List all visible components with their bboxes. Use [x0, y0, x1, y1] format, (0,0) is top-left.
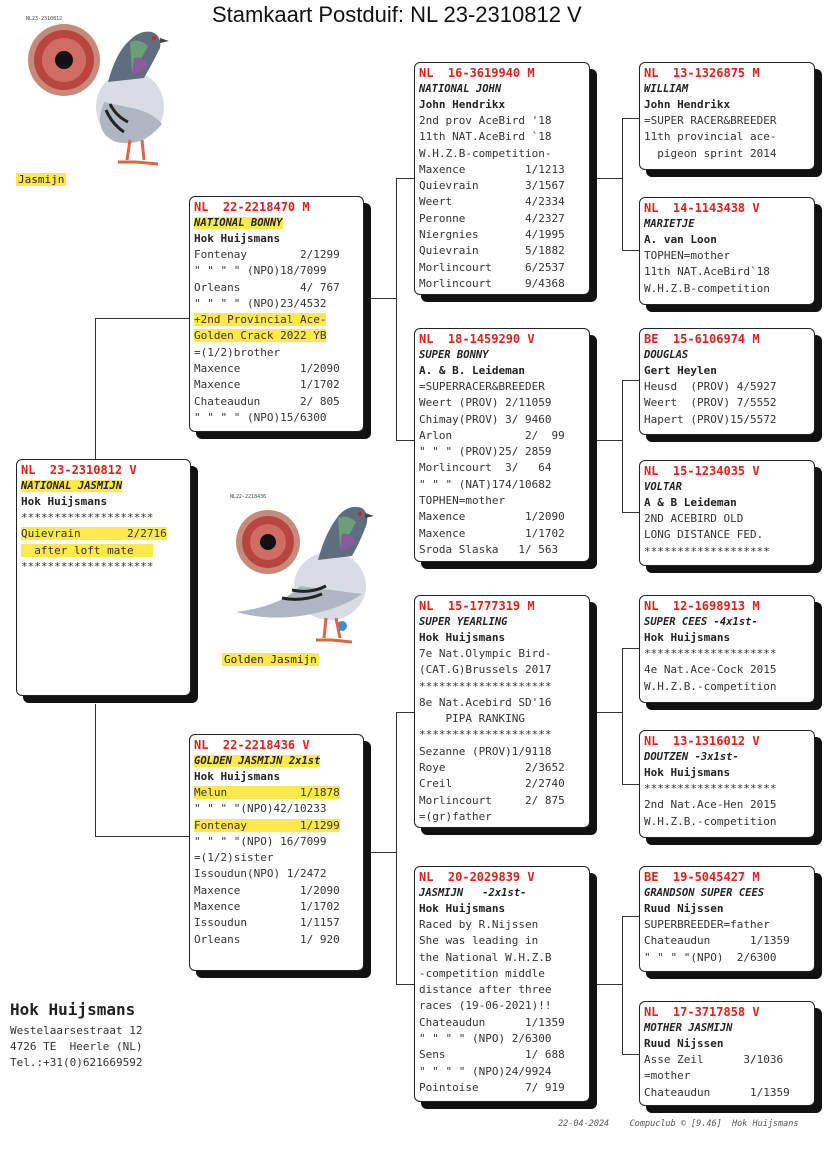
ring-number: NL 15-1777319 M [419, 599, 535, 613]
result-line: 8e Nat.Acebird SD'16 [419, 695, 552, 709]
result-line: Sroda Slaska 1/ 563 [419, 542, 559, 556]
result-line: Quievrain 5/1882 [419, 244, 565, 258]
result-line: =SUPER RACER&BREEDER [644, 114, 777, 127]
result-line: Chimay(PROV) 3/ 9460 [419, 412, 552, 426]
connector-line [396, 712, 397, 984]
pigeon-card-dam-sire[interactable] [414, 595, 590, 828]
owner-address: Westelaarsestraat 12 [10, 1024, 143, 1037]
page-title: Stamkaart Postduif: NL 23-2310812 V [212, 2, 582, 27]
connector-line [371, 298, 396, 299]
ring-number: NL 18-1459290 V [419, 332, 535, 346]
pigeon-card-sds[interactable] [639, 328, 815, 435]
result-line: ******************** [419, 728, 552, 742]
pigeon-name: JASMIJN -2x1st- [419, 887, 527, 899]
photo-ring-label: NL22-2218436 [230, 494, 267, 500]
result-line: Heusd (PROV) 4/5927 [644, 380, 777, 393]
result-line: Issoudun(NPO) 1/2472 [194, 867, 327, 881]
connector-line [396, 712, 414, 713]
result-line: Creil 2/2740 [419, 777, 565, 791]
ring-number: NL 22-2218436 V [194, 738, 310, 752]
breeder-name: John Hendrikx [644, 98, 731, 111]
result-line: 11th provincial ace- [644, 130, 777, 144]
pigeon-card-dss[interactable] [639, 595, 815, 703]
pigeon-photo-jasmijn [12, 12, 177, 172]
result-line: 2ND ACEBIRD OLD [644, 512, 744, 525]
connector-line [622, 380, 623, 512]
breeder-name: Ruud Nijssen [644, 1037, 724, 1050]
result-line: the National W.H.Z.B [419, 950, 552, 964]
result-line: 11th NAT.AceBird`18 [644, 265, 770, 279]
result-line: 7e Nat.Olympic Bird- [419, 647, 552, 660]
result-line: races (19-06-2021)!! [419, 999, 552, 1013]
result-line: ******************* [644, 544, 770, 558]
result-line: Golden Crack 2022 YB [194, 329, 327, 343]
result-line: 11th NAT.AceBird `18 [419, 130, 552, 144]
ring-number: NL 23-2310812 V [21, 463, 137, 477]
ring-number: BE 15-6106974 M [644, 332, 760, 346]
result-line: Sens 1/ 688 [419, 1048, 565, 1062]
result-line: Morlincourt 3/ 64 [419, 461, 552, 475]
connector-line [597, 984, 622, 985]
owner-name: Hok Huijsmans [10, 1000, 136, 1019]
result-line: " " " " (NPO)23/4532 [194, 296, 327, 310]
ring-number: NL 12-1698913 M [644, 599, 760, 613]
connector-line [622, 1054, 639, 1055]
result-line: Issoudun 1/1157 [194, 916, 340, 930]
pigeon-name: GOLDEN JASMIJN 2x1st [194, 755, 321, 767]
result-line: ******************** [21, 559, 154, 573]
result-line: " " " " (NPO)15/6300 [194, 410, 327, 424]
result-line: Asse Zeil 3/1036 [644, 1053, 784, 1066]
result-line: LONG DISTANCE FED. [644, 528, 764, 542]
result-line: Orleans 1/ 920 [194, 932, 340, 946]
result-line: Orleans 4/ 767 [194, 280, 340, 294]
pigeon-name: NATIONAL BONNY [194, 217, 283, 229]
result-line: Raced by R.Nijssen [419, 918, 539, 931]
result-line: " " " "(NPO)42/10233 [194, 802, 327, 816]
pigeon-card-sdd[interactable] [639, 460, 815, 566]
connector-line [396, 178, 397, 440]
result-line: Chateaudun 1/1359 [419, 1015, 565, 1029]
result-line: Quievrain 2/2716 [21, 527, 167, 541]
breeder-name: A. & B. Leideman [419, 364, 525, 377]
breeder-name: A & B Leideman [644, 496, 737, 509]
result-line: Chateaudun 1/1359 [644, 934, 790, 948]
result-line: She was leading in [419, 934, 539, 948]
result-line: =SUPERRACER&BREEDER [419, 380, 545, 393]
result-line: =mother [644, 1069, 691, 1083]
connector-line [396, 984, 414, 985]
result-line: =(1/2)sister [194, 851, 274, 865]
result-line: W.H.Z.B-competition- [419, 146, 552, 160]
result-line: " " " "(NPO) 2/6300 [644, 950, 777, 964]
result-line: Maxence 1/2090 [194, 362, 340, 376]
result-line: Quievrain 3/1567 [419, 179, 565, 193]
result-line: Weert (PROV) 2/11059 [419, 396, 552, 410]
breeder-name: Ruud Nijssen [644, 902, 724, 915]
ring-number: NL 22-2218470 M [194, 200, 310, 214]
breeder-name: Hok Huijsmans [194, 232, 281, 245]
footer-credit: 22-04-2024 Compuclub © [9.46] Hok Huijsmans [558, 1119, 799, 1129]
result-line: =(1/2)brother [194, 345, 281, 359]
photo-ring-label: NL23-2310812 [26, 16, 63, 22]
result-line: +2nd Provincial Ace- [194, 313, 327, 327]
ring-number: BE 19-5045427 M [644, 870, 760, 884]
pigeon-name: MOTHER JASMIJN [644, 1022, 733, 1034]
pigeon-name: SUPER CEES -4x1st- [644, 616, 758, 628]
result-line: Niergnies 4/1995 [419, 228, 565, 242]
pigeon-card-main[interactable] [16, 459, 191, 696]
pigeon-card-dam[interactable] [189, 734, 364, 971]
pigeon-name: WILLIAM [644, 83, 689, 95]
result-line: 4e Nat.Ace-Cock 2015 [644, 663, 777, 677]
result-line: Chateaudun 1/1359 [644, 1085, 790, 1099]
pigeon-name: DOUGLAS [644, 349, 689, 361]
breeder-name: Hok Huijsmans [644, 766, 731, 779]
result-line: Maxence 1/1702 [419, 526, 565, 540]
photo-caption-jasmijn: Jasmijn [18, 173, 65, 186]
result-line: Morlincourt 6/2537 [419, 260, 565, 274]
connector-line [396, 178, 414, 179]
connector-line [371, 852, 396, 853]
pigeon-card-sire[interactable] [189, 196, 364, 432]
owner-phone: Tel.:+31(0)621669592 [10, 1056, 143, 1069]
breeder-name: Gert Heylen [644, 364, 717, 377]
result-line: Maxence 1/1213 [419, 162, 565, 176]
pigeon-card-dds[interactable] [639, 866, 815, 972]
result-line: Chateaudun 2/ 805 [194, 394, 340, 408]
connector-line [622, 648, 623, 784]
result-line: Peronne 4/2327 [419, 211, 565, 225]
breeder-name: Hok Huijsmans [419, 631, 506, 644]
connector-line [622, 380, 639, 381]
pigeon-name: NATIONAL JASMIJN [21, 480, 123, 492]
result-line: SUPERBREEDER=father [644, 918, 770, 931]
connector-line [95, 836, 190, 837]
result-line: 2nd Nat.Ace-Hen 2015 [644, 798, 777, 812]
breeder-name: Hok Huijsmans [644, 631, 731, 644]
breeder-name: Hok Huijsmans [419, 902, 506, 915]
result-line: after loft mate [21, 543, 154, 557]
result-line: TOPHEN=mother [644, 249, 731, 262]
result-line: Morlincourt 2/ 875 [419, 793, 565, 807]
result-line: Pointoise 7/ 919 [419, 1080, 565, 1094]
pigeon-name: SUPER YEARLING [419, 616, 508, 628]
connector-line [622, 118, 623, 250]
breeder-name: Hok Huijsmans [21, 495, 108, 508]
breeder-name: A. van Loon [644, 233, 717, 246]
result-line: distance after three [419, 983, 552, 997]
pigeon-card-ddd[interactable] [639, 1001, 815, 1106]
result-line: TOPHEN=mother [419, 494, 506, 508]
result-line: Maxence 1/1702 [194, 900, 340, 914]
result-line: ******************** [21, 511, 154, 524]
connector-line [597, 440, 622, 441]
result-line: W.H.Z.B.-competition [644, 814, 777, 828]
result-line: " " " (NAT)174/10682 [419, 477, 552, 491]
connector-line [597, 178, 622, 179]
pigeon-photo-golden-jasmijn [222, 490, 382, 650]
result-line: Maxence 1/2090 [194, 883, 340, 897]
ring-number: NL 14-1143438 V [644, 201, 760, 215]
result-line: Maxence 1/2090 [419, 510, 565, 524]
result-line: Maxence 1/1702 [194, 378, 340, 392]
pigeon-name: NATIONAL JOHN [419, 83, 502, 95]
result-line: " " " " (NPO)24/9924 [419, 1064, 552, 1078]
result-line: Weert (PROV) 7/5552 [644, 396, 777, 410]
pigeon-card-dam-dam[interactable] [414, 866, 590, 1102]
ring-number: NL 16-3619940 M [419, 66, 535, 80]
result-line: W.H.Z.B.-competition [644, 679, 777, 693]
ring-number: NL 15-1234035 V [644, 464, 760, 478]
ring-number: NL 13-1326875 M [644, 66, 760, 80]
photo-caption-golden-jasmijn: Golden Jasmijn [224, 653, 317, 666]
result-line: 2nd prov AceBird '18 [419, 114, 552, 127]
result-line: =(gr)father [419, 809, 492, 823]
owner-city: 4726 TE Heerle (NL) [10, 1040, 143, 1053]
ring-number: NL 13-1316012 V [644, 734, 760, 748]
result-line: ******************** [644, 782, 777, 795]
connector-line [95, 318, 96, 459]
result-line: ******************** [644, 647, 777, 660]
result-line: W.H.Z.B-competition [644, 281, 770, 295]
pigeon-name: GRANDSON SUPER CEES [644, 887, 765, 899]
result-line: Fontenay 1/1299 [194, 818, 340, 832]
connector-line [95, 704, 96, 836]
result-line: Hapert (PROV)15/5572 [644, 412, 777, 426]
breeder-name: Hok Huijsmans [194, 770, 281, 783]
result-line: " " " (PROV)25/ 2859 [419, 445, 552, 459]
result-line: " " " "(NPO) 16/7099 [194, 834, 327, 848]
breeder-name: John Hendrikx [419, 98, 506, 111]
connector-line [622, 784, 639, 785]
result-line: pigeon sprint 2014 [644, 146, 777, 160]
result-line: ******************** [419, 679, 552, 693]
ring-number: NL 20-2029839 V [419, 870, 535, 884]
result-line: (CAT.G)Brussels 2017 [419, 663, 552, 677]
connector-line [622, 916, 623, 1054]
connector-line [622, 250, 639, 251]
pigeon-card-ssd[interactable] [639, 197, 815, 305]
result-line: Fontenay 2/1299 [194, 248, 340, 261]
result-line: Morlincourt 9/4368 [419, 276, 565, 290]
result-line: Weert 4/2334 [419, 195, 565, 209]
pigeon-name: SUPER BONNY [419, 349, 489, 361]
connector-line [597, 712, 622, 713]
connector-line [622, 512, 639, 513]
pigeon-card-sss[interactable] [639, 62, 815, 170]
result-line: Roye 2/3652 [419, 761, 565, 775]
result-line: " " " " (NPO)18/7099 [194, 264, 327, 278]
connector-line [622, 648, 639, 649]
result-line: " " " " (NPO) 2/6300 [419, 1032, 552, 1046]
result-line: Arlon 2/ 99 [419, 428, 565, 442]
pigeon-card-sire-sire[interactable] [414, 62, 590, 295]
pigeon-card-dsd[interactable] [639, 730, 815, 838]
pigeon-card-sire-dam[interactable] [414, 328, 590, 562]
pigeon-name: MARIETJE [644, 218, 695, 230]
pigeon-name: DOUTZEN -3x1st- [644, 751, 739, 763]
result-line: Sezanne (PROV)1/9118 [419, 744, 552, 758]
pigeon-name: VOLTAR [644, 481, 682, 493]
connector-line [396, 440, 414, 441]
result-line: Melun 1/1878 [194, 786, 340, 799]
connector-line [622, 118, 639, 119]
ring-number: NL 17-3717858 V [644, 1005, 760, 1019]
connector-line [95, 318, 190, 319]
result-line: PIPA RANKING [419, 712, 525, 726]
connector-line [622, 916, 639, 917]
result-line: -competition middle [419, 966, 545, 980]
